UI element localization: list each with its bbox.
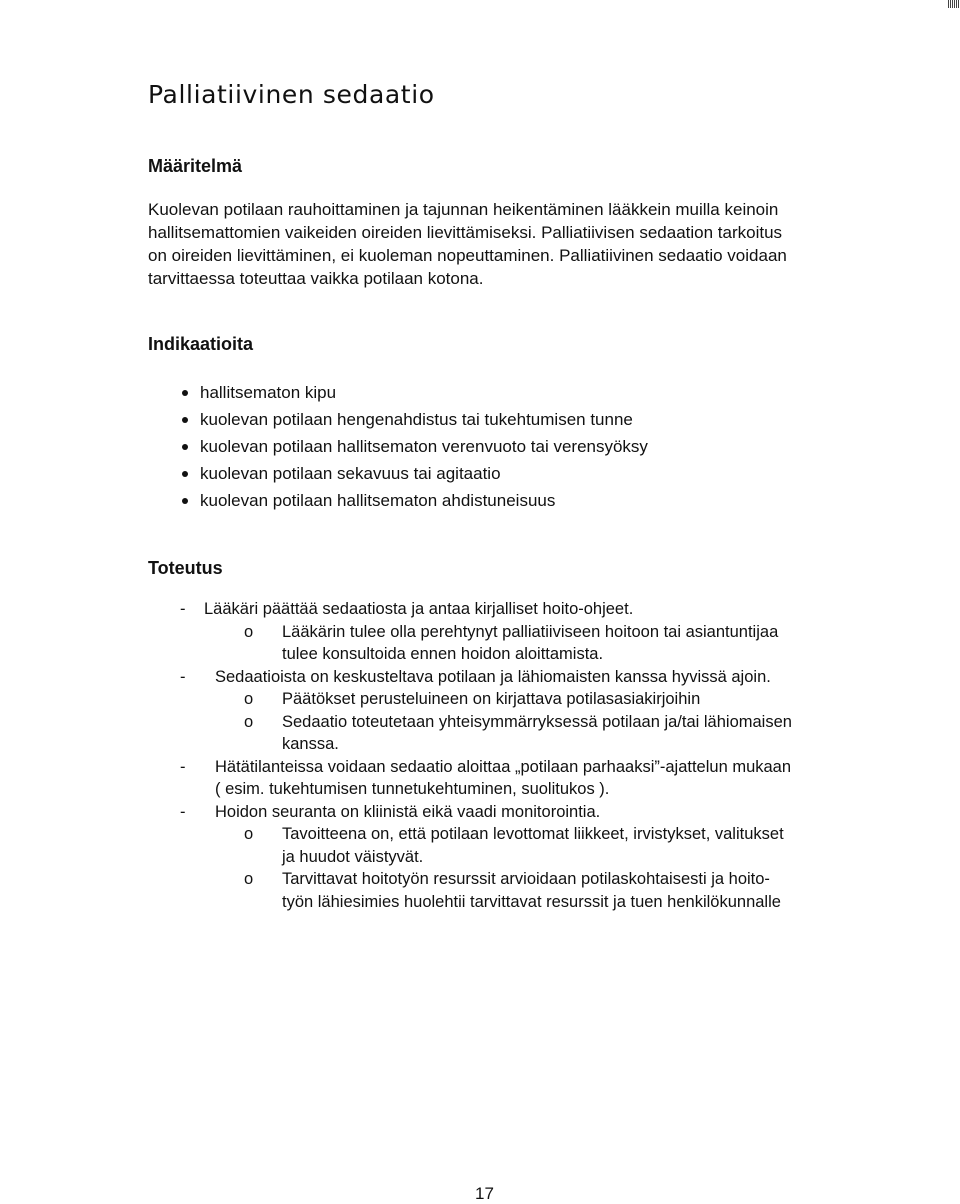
list-item bbox=[0, 778, 960, 801]
bullet-icon bbox=[182, 417, 188, 423]
list-item bbox=[0, 621, 960, 644]
bullet-icon bbox=[182, 390, 188, 396]
list-item bbox=[170, 460, 648, 487]
list-item bbox=[0, 823, 960, 846]
list-item bbox=[0, 688, 960, 711]
implementation-heading: Toteutus bbox=[148, 558, 223, 578]
list-item-text: Lääkäri päättää sedaatiosta ja antaa kirjalliset hoito-ohjeet. bbox=[204, 600, 634, 618]
list-item bbox=[0, 846, 960, 869]
paragraph-line: hallitsemattomien vaikeiden oireiden lievittämiseksi. Palliatiivisen sedaation tarkoitus bbox=[148, 223, 783, 242]
list-item-text: Hoidon seuranta on kliinistä eikä vaadi monitorointia. bbox=[215, 802, 601, 821]
list-item bbox=[0, 666, 960, 689]
dash-marker: - bbox=[180, 667, 186, 686]
list-item-text: ( esim. tukehtumisen tunnetukehtuminen, suolitukos ). bbox=[215, 780, 610, 798]
list-item-text: Hätätilanteissa voidaan sedaatio aloittaa „potilaan parhaaksi”-ajattelun mukaan bbox=[215, 757, 792, 776]
list-item bbox=[170, 487, 648, 514]
indications-heading: Indikaatioita bbox=[148, 334, 254, 354]
circle-marker: o bbox=[244, 622, 254, 641]
list-item bbox=[170, 433, 648, 460]
bullet-icon bbox=[182, 444, 188, 450]
circle-marker: o bbox=[244, 712, 254, 731]
definition-heading: Määritelmä bbox=[148, 156, 243, 176]
list-item-text: Sedaatioista on keskusteltava potilaan ja lähiomaisten kanssa hyvissä ajoin. bbox=[215, 667, 771, 686]
list-item-text: Lääkärin tulee olla perehtynyt palliatiiviseen hoitoon tai asiantuntijaa bbox=[282, 622, 779, 641]
bullet-icon bbox=[182, 498, 188, 504]
list-item-text: kuolevan potilaan hallitsematon ahdistuneisuus bbox=[200, 491, 556, 510]
list-item bbox=[170, 406, 648, 433]
list-item bbox=[0, 733, 960, 756]
page-number: 17 bbox=[475, 1184, 494, 1203]
circle-marker: o bbox=[244, 870, 254, 888]
circle-marker: o bbox=[244, 825, 254, 843]
list-item-text: kuolevan potilaan sekavuus tai agitaatio bbox=[200, 464, 501, 483]
list-item bbox=[0, 598, 960, 621]
circle-marker: o bbox=[244, 690, 254, 708]
paragraph-line: Kuolevan potilaan rauhoittaminen ja tajunnan heikentäminen lääkkein muilla keinoin bbox=[148, 200, 779, 219]
list-item bbox=[0, 643, 960, 666]
list-item bbox=[0, 868, 960, 891]
page-title: Palliatiivinen sedaatio bbox=[148, 80, 435, 109]
list-item bbox=[0, 891, 960, 914]
indications-list bbox=[170, 379, 648, 514]
definition-paragraph bbox=[148, 198, 848, 290]
list-item-text: kanssa. bbox=[282, 735, 339, 753]
list-item-text: Tavoitteena on, että potilaan levottomat liikkeet, irvistykset, valitukset bbox=[282, 825, 784, 843]
list-item-text: Tarvittavat hoitotyön resurssit arvioidaan potilaskohtaisesti ja hoito- bbox=[282, 870, 770, 888]
paragraph-line: on oireiden lievittäminen, ei kuoleman nopeuttaminen. Palliatiivinen sedaatio voidaan bbox=[148, 246, 787, 265]
list-item-text: kuolevan potilaan hengenahdistus tai tukehtumisen tunne bbox=[200, 410, 633, 429]
list-item-text: Päätökset perusteluineen on kirjattava potilasasiakirjoihin bbox=[282, 690, 701, 708]
crop-mark bbox=[948, 0, 960, 8]
list-item bbox=[0, 801, 960, 824]
dash-marker: - bbox=[180, 600, 186, 618]
list-item-text: Sedaatio toteutetaan yhteisymmärryksessä potilaan ja/tai lähiomaisen bbox=[282, 712, 792, 731]
dash-marker: - bbox=[180, 757, 186, 776]
implementation-list bbox=[0, 598, 960, 913]
list-item-text: kuolevan potilaan hallitsematon verenvuoto tai verensyöksy bbox=[200, 437, 648, 456]
list-item-text: ja huudot väistyvät. bbox=[282, 847, 424, 866]
list-item-text: työn lähiesimies huolehtii tarvittavat resurssit ja tuen henkilökunnalle bbox=[282, 892, 781, 911]
list-item-text: tulee konsultoida ennen hoidon aloittamista. bbox=[282, 645, 604, 663]
list-item-text: hallitsematon kipu bbox=[200, 383, 337, 402]
bullet-icon bbox=[182, 471, 188, 477]
list-item bbox=[0, 756, 960, 779]
paragraph-line: tarvittaessa toteuttaa vaikka potilaan kotona. bbox=[148, 269, 484, 288]
list-item bbox=[170, 379, 648, 406]
list-item bbox=[0, 711, 960, 734]
dash-marker: - bbox=[180, 802, 186, 821]
